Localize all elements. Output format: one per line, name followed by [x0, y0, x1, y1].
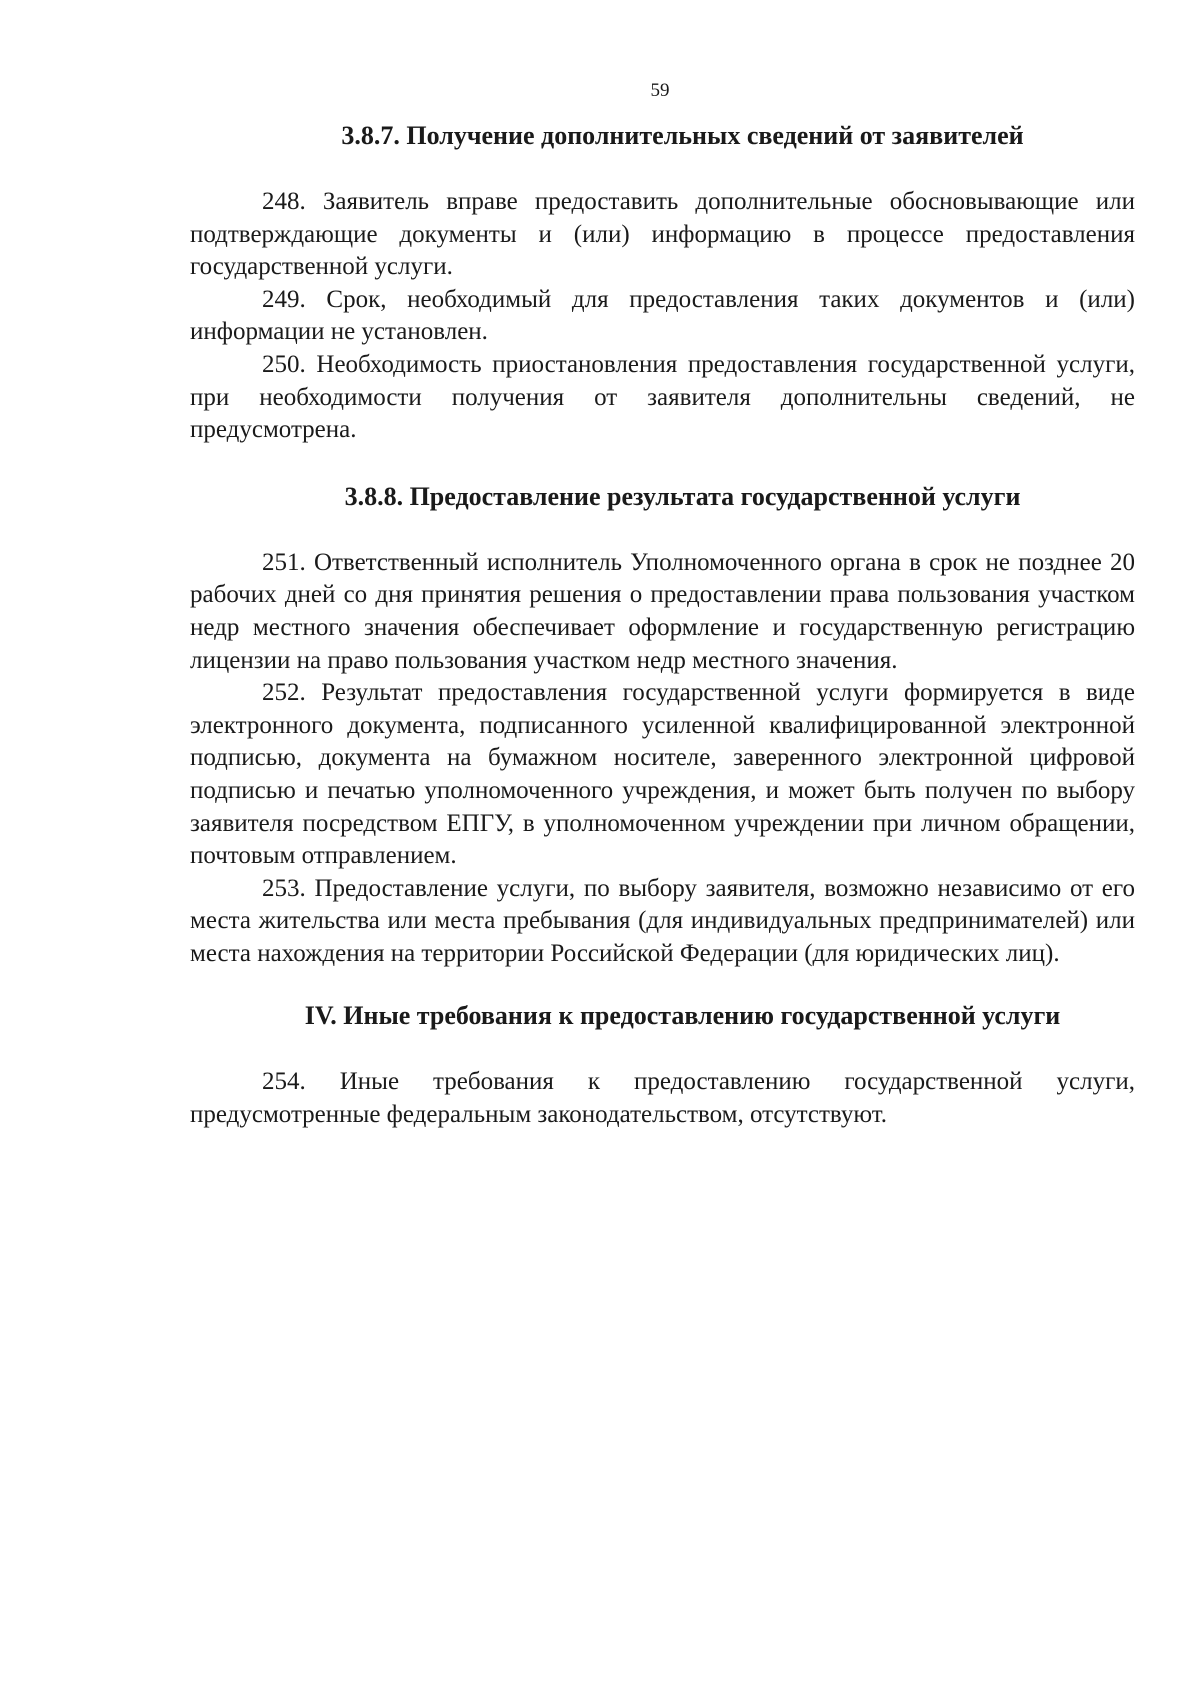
section-iv	[190, 1000, 1135, 1131]
paragraph-253: 253. Предоставление услуги, по выбору заявителя, возможно независимо от его места жительства или места пребывания (для индивидуальных предпринимателей) или места нахождения на территории Российской Федерации (для юридических лиц).	[190, 874, 1135, 967]
paragraph-250: 250. Необходимость приостановления предоставления государственной услуги, при необходимости получения от заявителя дополнительны сведений, не предусмотрена.	[190, 350, 1135, 444]
paragraph-248: 248. Заявитель вправе предоставить дополнительные обосновывающие или подтверждающие документы и (или) информацию в процессе предоставления государственной услуги.	[190, 188, 1135, 281]
paragraph-249: 249. Срок, необходимый для предоставления таких документов и (или) информации не установлен.	[190, 285, 1135, 346]
section-3-8-8	[190, 481, 1135, 971]
paragraph-251: 251. Ответственный исполнитель Уполномоченного органа в срок не позднее 20 рабочих дней со дня принятия решения о предоставлении права пользования участком недр местного значения обеспечивает оформление и государственную регистрацию лицензии на право пользования участком недр местного значения.	[190, 548, 1135, 674]
paragraph-254: 254. Иные требования к предоставлению государственной услуги, предусмотренные федеральным законодательством, отсутствуют.	[190, 1068, 1135, 1129]
document-body	[190, 120, 1135, 1132]
section-heading: IV. Иные требования к предоставлению государственной услуги	[304, 1001, 1061, 1031]
section-heading: 3.8.7. Получение дополнительных сведений от заявителей	[341, 121, 1024, 150]
section-heading: 3.8.8. Предоставление результата государственной услуги	[344, 481, 1021, 511]
paragraph-252: 252. Результат предоставления государственной услуги формируется в виде электронного документа, подписанного усиленной квалифицированной электронной подписью, документа на бумажном носителе, заверенного электронной цифровой подписью и печатью уполномоченного учреждения, и может быть получен по выбору заявителя посредством ЕПГУ, в уполномоченном учреждении при личном обращении, почтовым отправлением.	[190, 679, 1135, 870]
section-3-8-7	[190, 120, 1135, 447]
page-number: 59	[650, 80, 670, 101]
